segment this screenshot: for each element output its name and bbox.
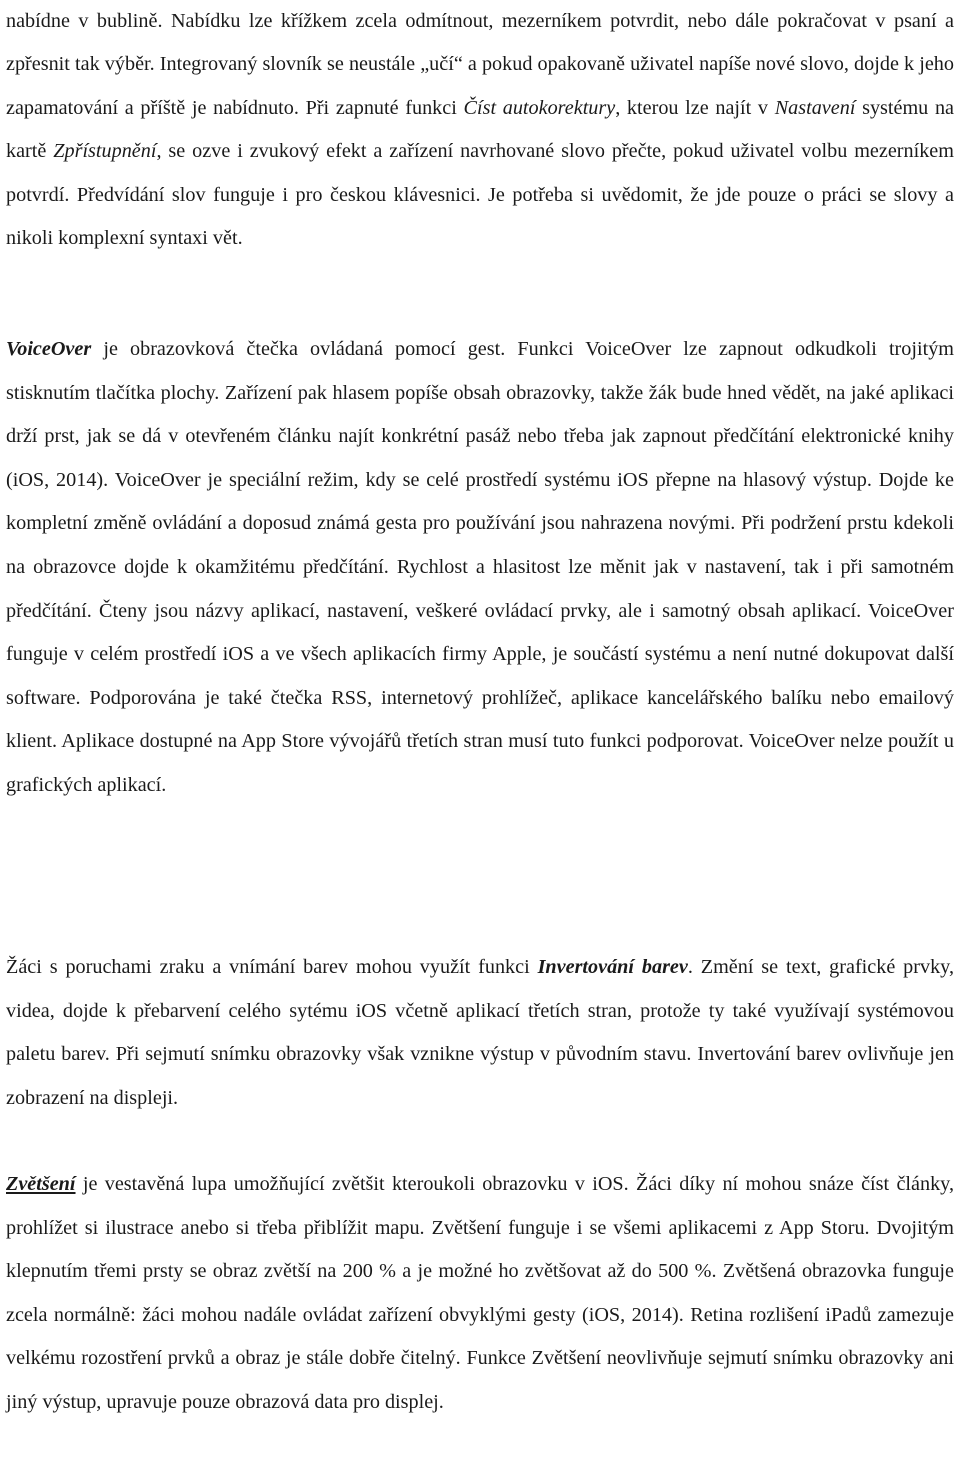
paragraph-text: , kterou lze najít v: [615, 96, 775, 119]
zoom-heading: Zvětšení: [6, 1173, 76, 1195]
voiceover-heading: VoiceOver: [6, 338, 92, 360]
paragraph-text: . Změní se text, grafické prvky, videa, dojde k přebarvení celého sytému iOS včetně aplikací třetích stran, protože ty také využívají systémovou paletu barev. Při sejmutí snímku obrazovky však vznikne výstup v původním stavu. Invertování barev ovlivňuje jen zobrazení na displeji.: [6, 956, 954, 1109]
paragraph-text: Žáci s poruchami zraku a vnímání barev mohou využít funkci: [6, 956, 538, 978]
paragraph-text: nabídne v bublině. Nabídku lze křížkem zcela odmítnout, mezerníkem potvrdit, nebo dále pokračovat v psaní a zpřesnit tak výběr. Integrovaný slovník se neustále „učí“ a pokud opakovaně uživatel napíše nové slovo, dojde k jeho zapamatování a příště je nabídnuto. Při zapnuté funkci: [6, 10, 954, 119]
paragraph-text: , se ozve i zvukový efekt a zařízení navrhované slovo přečte, pokud uživatel volbu mezerníkem potvrdí. Předvídání slov funguje i pro českou klávesnici. Je potřeba si uvědomit, že jde pouze o práci se slovy a nikoli komplexní syntaxi vět.: [6, 140, 954, 250]
term-settings: Nastavení: [774, 96, 856, 119]
paragraph-text: je vestavěná lupa umožňující zvětšit kteroukoli obrazovku v iOS. Žáci díky ní mohou snáze číst články, prohlížet si ilustrace anebo si třeba přiblížit mapu. Zvětšení funguje i se všemi aplikacemi z App Storu. Dvojitým klepnutím třemi prsty se obraz zvětší na 200 % a je možné ho zvětšovat až do 500 %. Zvětšená obrazovka funguje zcela normálně: žáci mohou nadále ovládat zařízení obvyklými gesty (iOS, 2014). Retina rozlišení iPadů zamezuje velkému rozostření prvků a obraz je stále dobře čitelný. Funkce Zvětšení neovlivňuje sejmutí snímku obrazovky ani jiný výstup, upravuje pouze obrazová data pro displej.: [6, 1173, 954, 1413]
paragraph-voiceover: [6, 328, 954, 808]
paragraph-invert-colors: [6, 946, 954, 1120]
paragraph-text: systému na kartě: [6, 96, 954, 163]
paragraph-autocorrect: [6, 0, 954, 260]
term-read-autocorrect: Číst autokorektury: [463, 96, 616, 119]
term-accessibility: Zpřístupnění: [53, 140, 157, 163]
paragraph-zoom: [6, 1163, 954, 1425]
paragraph-text: je obrazovková čtečka ovládaná pomocí gest. Funkci VoiceOver lze zapnout odkudkoli trojitým stisknutím tlačítka plochy. Zařízení pak hlasem popíše obsah obrazovky, takže žák bude hned vědět, na jaké aplikaci drží prst, jak se dá v otevřeném článku najít konkrétní pasáž nebo třeba jak zapnout předčítání elektronické knihy (iOS, 2014). VoiceOver je speciální režim, kdy se celé prostředí systému iOS přepne na hlasový výstup. Dojde ke kompletní změně ovládání a doposud známá gesta pro používání jsou nahrazena novými. Při podržení prstu kdekoli na obrazovce dojde k okamžitému předčítání. Rychlost a hlasitost lze měnit jak v nastavení, tak i při samotném předčítání. Čteny jsou názvy aplikací, nastavení, veškeré ovládací prvky, ale i samotný obsah aplikací. VoiceOver funguje v celém prostředí iOS a ve všech aplikacích firmy Apple, je součástí systému a není nutné dokupovat další software. Podporována je také čtečka RSS, internetový prohlížeč, aplikace kancelářského balíku nebo emailový klient. Aplikace dostupné na App Store vývojářů třetích stran musí tuto funkci podporovat. VoiceOver nelze použít u grafických aplikací.: [6, 338, 954, 796]
invert-colors-term: Invertování barev: [537, 956, 688, 978]
